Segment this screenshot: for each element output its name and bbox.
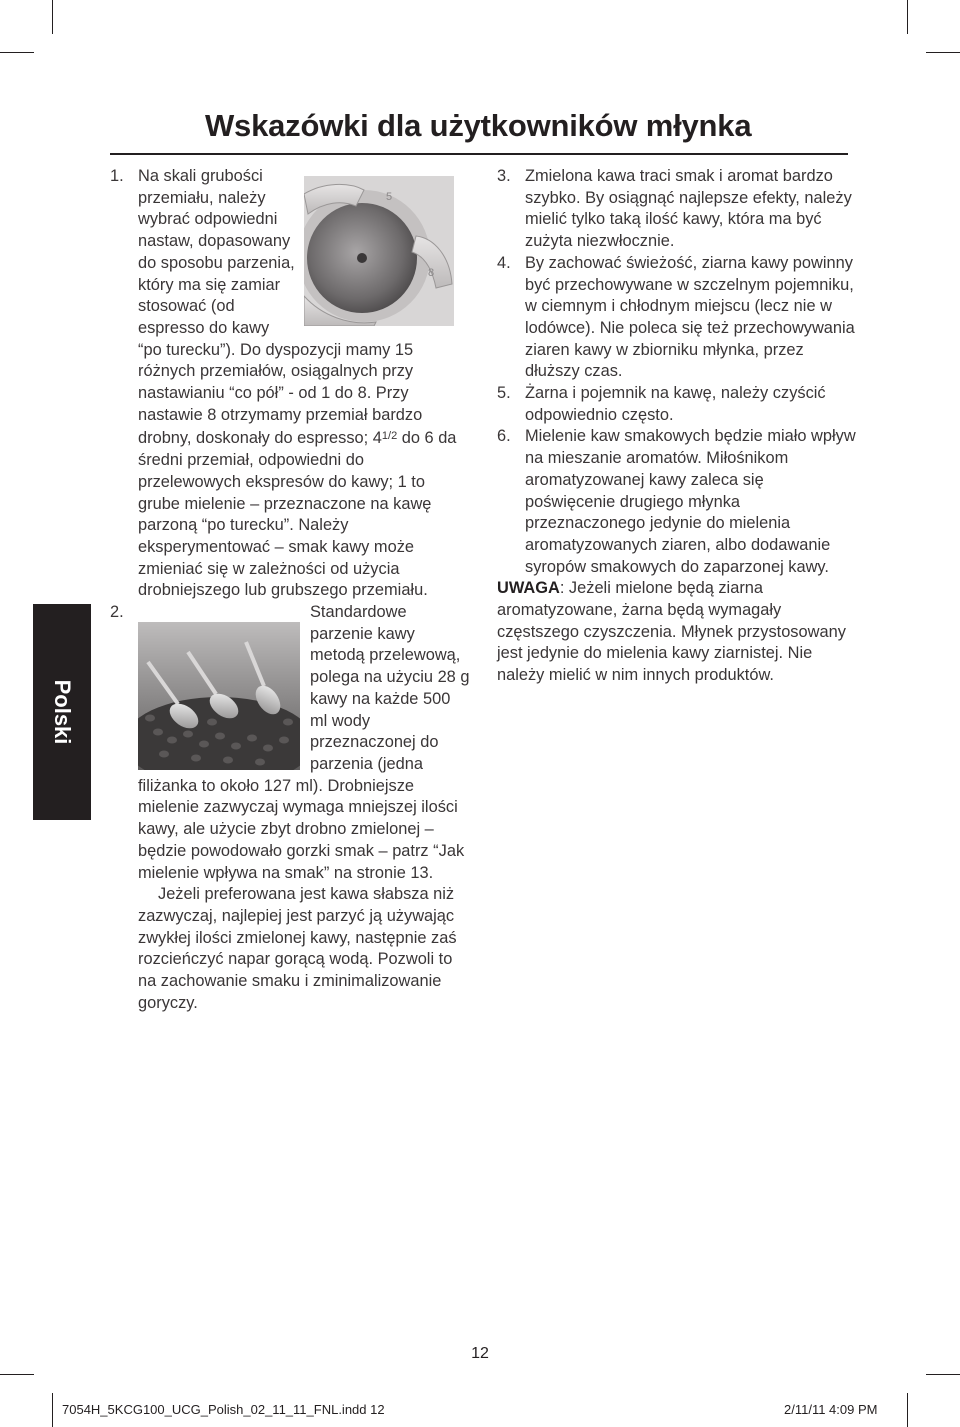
item-number: 3. bbox=[497, 167, 511, 185]
list-item bbox=[110, 166, 470, 602]
list-item bbox=[110, 602, 470, 1014]
list-item bbox=[497, 383, 857, 426]
fraction: 1/2 bbox=[381, 430, 398, 443]
crop-mark bbox=[926, 1374, 960, 1375]
item-number: 1. bbox=[110, 167, 124, 185]
item-number: 5. bbox=[497, 384, 511, 403]
left-column bbox=[110, 166, 470, 1014]
language-label: Polski bbox=[50, 679, 75, 745]
item-text-part: Na skali grubości przemiału, należy wybrać odpowiedni nastaw, dopasowany do sposobu parzenia, który ma się zamiar stosować (od espresso do kawy “po turecku”). Do dyspozycji mamy 15 różnych przemiałów, osiągalnych przy nastawianiu “co pół” - od 1 do 8. Przy nastawie 8 otrzymamy przemiał bardzo drobny, doskonały do espresso; 4 bbox=[138, 167, 423, 448]
item-text-part: do 6 da średni przemiał, odpowiedni do przelewowych ekspresów do kawy; 1 to grube mielenie – przeznaczone na kawę parzoną “po turecku”. Należy eksperymentować – smak kawy może zmieniać się w zależności od użycia drobniejszego lub grubszego przemiału. bbox=[138, 429, 457, 600]
right-column bbox=[497, 166, 857, 687]
crop-mark bbox=[907, 0, 908, 34]
note-text: : Jeżeli mielone będą ziarna aromatyzowane, żarna będą wymagały częstszego czyszczenia. Młynek przystosowany jest jedynie do mielenia kawy ziarnistej. Nie należy mielić w nim innych produktów. bbox=[497, 579, 846, 685]
item-paragraph: Jeżeli preferowana jest kawa słabsza niż zazwyczaj, najlepiej jest parzyć ją używając zwykłej ilości zmielonej kawy, następnie zaś rozcieńczyć napar gorącą wodą. Pozwoli to na zachowanie smaku i zminimalizowanie goryczy. bbox=[138, 885, 457, 1012]
item-text: By zachować świeżość, ziarna kawy powinny być przechowywane w szczelnym pojemniku, w ciemnym i chłodnym miejscu (lecz nie w lodówce). Nie poleca się też przechowywania ziaren kawy w zbiorniku młynka, przez dłuższy czas. bbox=[525, 253, 855, 381]
crop-mark bbox=[52, 0, 53, 34]
note-paragraph bbox=[497, 578, 857, 687]
list-item bbox=[497, 166, 857, 253]
item-number: 6. bbox=[497, 427, 511, 446]
title-rule bbox=[110, 153, 848, 155]
language-side-tab bbox=[33, 604, 91, 820]
item-text: Mielenie kaw smakowych będzie miało wpływ na mieszanie aromatów. Miłośnikom aromatyzowanej kawy zaleca się poświęcenie drugiego młynka przeznaczonego jedynie do mielenia aromatyzowanych ziaren, albo dodawanie syropów smakowych do zaparzonej kawy. bbox=[525, 427, 856, 576]
item-text: Żarna i pojemnik na kawę, należy czyścić odpowiednio często. bbox=[525, 384, 826, 424]
dial-mark: 8 bbox=[428, 267, 435, 279]
page-title: Wskazówki dla użytkowników młynka bbox=[205, 108, 752, 143]
list-item bbox=[497, 426, 857, 578]
crop-mark bbox=[907, 1393, 908, 1427]
crop-mark bbox=[0, 1374, 34, 1375]
dial-mark: 5 bbox=[386, 191, 393, 203]
crop-mark bbox=[0, 52, 34, 53]
page-number: 12 bbox=[471, 1345, 489, 1362]
list-item bbox=[497, 253, 857, 383]
item-number: 2. bbox=[110, 603, 124, 622]
grinder-dial-illustration bbox=[304, 176, 454, 326]
crop-mark bbox=[52, 1393, 53, 1427]
item-text: Zmielona kawa traci smak i aromat bardzo szybko. By osiągnąć najlepsze efekty, należy mielić tylko taką ilość kawy, która ma być zużyta niezwłocznie. bbox=[525, 167, 852, 251]
footer-date: 2/11/11 4:09 PM bbox=[784, 1402, 878, 1417]
crop-mark bbox=[926, 52, 960, 53]
footer-filename: 7054H_5KCG100_UCG_Polish_02_11_11_FNL.indd 12 bbox=[62, 1402, 385, 1417]
note-label: UWAGA bbox=[497, 579, 560, 598]
coffee-beans-photo bbox=[138, 622, 300, 770]
item-text bbox=[138, 166, 470, 602]
item-number: 4. bbox=[497, 253, 511, 272]
item-text bbox=[138, 602, 470, 1014]
item-paragraph: Standardowe parzenie kawy metodą przelewową, polega na użyciu 28 g kawy na każde 500 ml wody przeznaczonej do parzenia (jedna filiżanka to około 127 ml). Drobniejsze mielenie zazwyczaj wymaga mniejszej ilości kawy, ale użycie zbyt drobno zmielonej – będzie powodowało gorzki smak – patrz “Jak mielenie wpływa na smak” na stronie 13. bbox=[138, 603, 470, 882]
